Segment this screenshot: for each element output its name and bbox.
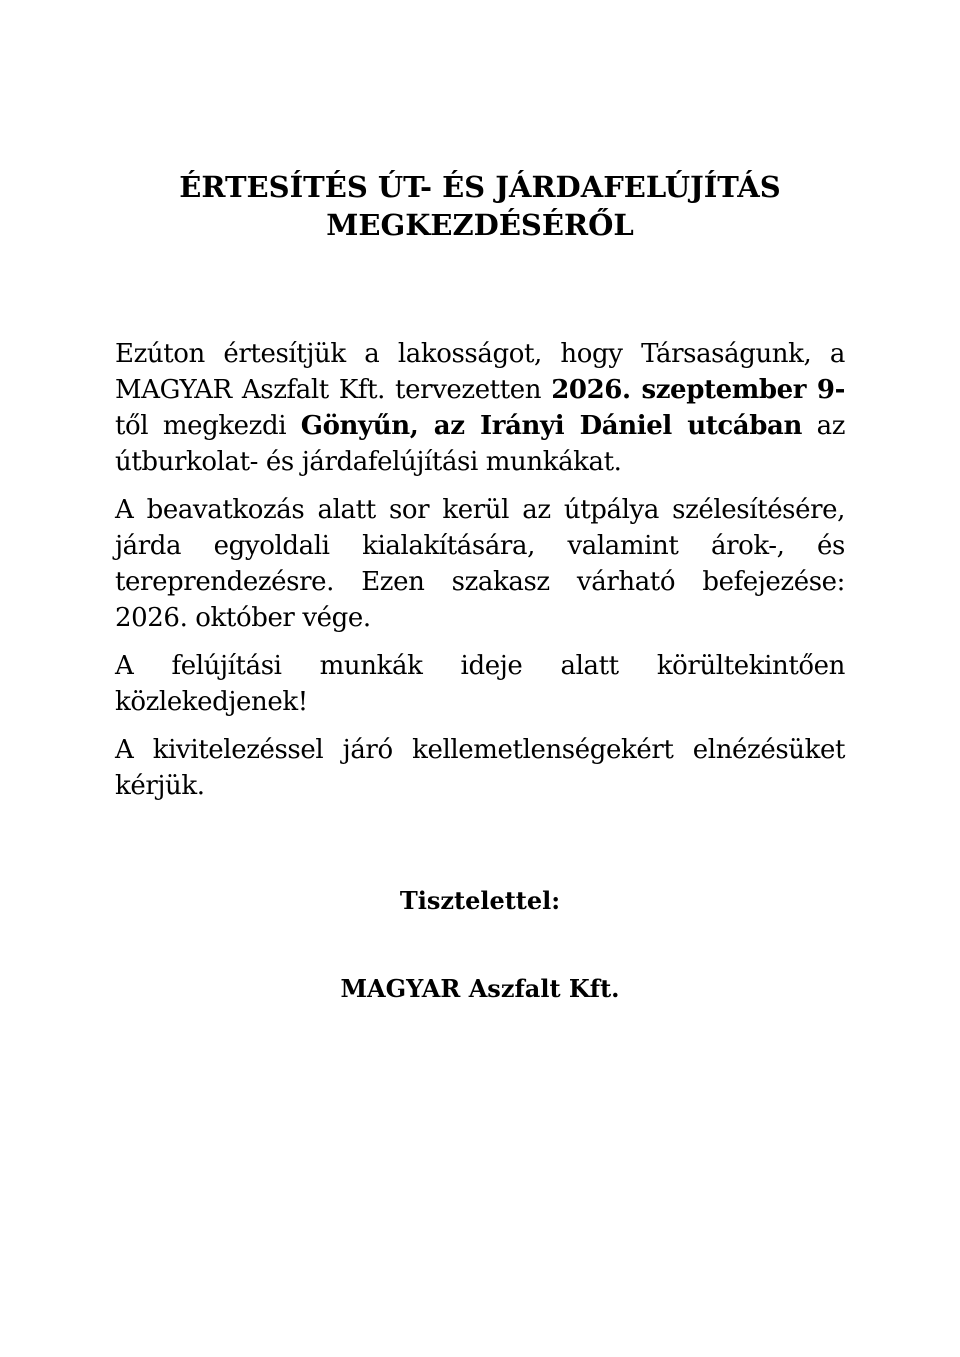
paragraph-scope: A beavatkozás alatt sor kerül az útpálya szélesítésére, járda egyoldali kialakítására, valamint árok-, és tereprendezésre. Ezen szakasz várható befejezése: 2026. október vége. <box>115 495 845 633</box>
announcement-text-part-3: az útburkolat- és járdafelújítási munkákat. <box>115 411 845 477</box>
company-signature <box>115 972 845 1006</box>
start-date: 2026. szeptember 9- <box>551 375 845 405</box>
notice-title-line-2: MEGKEZDÉSÉRŐL <box>326 208 634 242</box>
closing-salutation <box>115 884 845 918</box>
paragraph-caution: A felújítási munkák ideje alatt körültekintően közlekedjenek! <box>115 651 845 717</box>
announcement-text-part-1: Ezúton értesítjük a lakosságot, hogy Társaságunk, a MAGYAR Aszfalt Kft. tervezetten <box>115 339 845 405</box>
closing-text: Tisztelettel: <box>399 886 561 915</box>
notice-title-line-1: ÉRTESÍTÉS ÚT- ÉS JÁRDAFELÚJÍTÁS <box>179 170 781 204</box>
notice-title <box>115 168 845 244</box>
paragraph-announcement <box>115 336 845 480</box>
notice-body <box>115 336 845 816</box>
paragraph-apology: A kivitelezéssel járó kellemetlenségekért elnézésüket kérjük. <box>115 735 845 801</box>
work-location: Gönyűn, az Irányi Dániel utcában <box>300 411 802 441</box>
announcement-text-part-2: től megkezdi <box>115 411 301 441</box>
company-name: MAGYAR Aszfalt Kft. <box>340 974 620 1003</box>
